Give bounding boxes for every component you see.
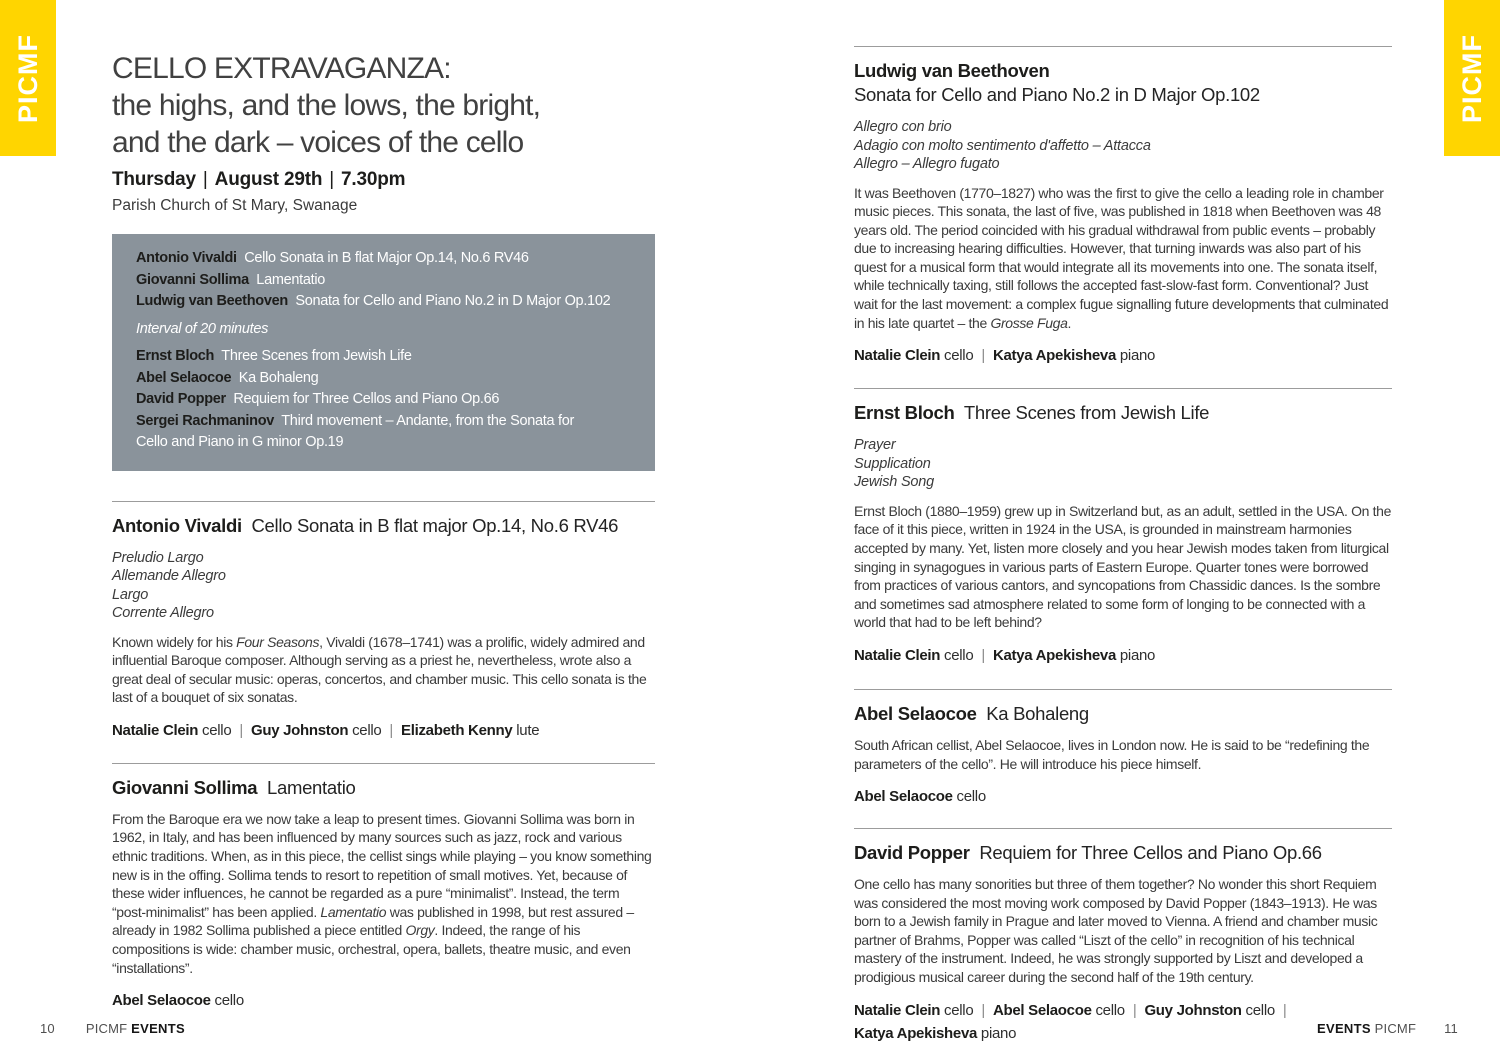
text-run: | xyxy=(981,646,985,664)
text-run: lute xyxy=(512,721,540,739)
brand-tab-left xyxy=(0,0,56,156)
text-run: Abel Selaocoe xyxy=(112,992,211,1010)
text-run: Orgy xyxy=(405,922,435,939)
text-run: piano xyxy=(1116,347,1156,365)
interval-note: Interval of 20 minutes xyxy=(136,320,269,337)
text-run: Ka Bohaleng xyxy=(976,702,1089,724)
text-run: cello xyxy=(210,992,244,1010)
piece-subtitle: Sonata for Cello and Piano No.2 in D Major Op.102 xyxy=(854,84,1260,105)
text-run: cello xyxy=(940,347,974,365)
text-run: cello xyxy=(952,788,986,806)
text-run: cello xyxy=(940,1001,974,1019)
programme-line xyxy=(136,248,631,270)
programme-box xyxy=(112,234,655,471)
text-run: Grosse Fuga xyxy=(990,314,1068,331)
programme-line xyxy=(136,291,631,313)
text-run: Sergei Rachmaninov xyxy=(136,412,275,429)
text-run: Abel Selaocoe xyxy=(136,369,232,386)
text-run: Giovanni Sollima xyxy=(112,776,258,798)
text-line: Jewish Song xyxy=(854,474,935,491)
performers-line xyxy=(112,989,655,1012)
footer-events-label: EVENTS xyxy=(131,1021,185,1036)
text-run: Ludwig van Beethoven xyxy=(136,293,288,309)
text-run: | xyxy=(1132,1001,1137,1019)
piece-section-selaocoe xyxy=(854,689,1392,808)
footer-right xyxy=(1317,1021,1458,1036)
footer-left xyxy=(40,1021,185,1036)
text-run: One cello has many sonorities but three of them together? No wonder this short Requiem was considered the most moving work composed by David Popper (1843–1913). He was born to a Jewish family in Prague and later moved to Vienna. A friend and chamber music partner of Brahms, Popper was called “Liszt of the cello” in recognition of his technical mastery of the instrument. Indeed, he was strongly supported by Liszt and developed a prodigious musical career during the second half of the 19th century. xyxy=(854,876,1378,986)
text-line: Corrente Allegro xyxy=(112,605,214,621)
text-run: piano xyxy=(977,1024,1017,1042)
text-run: Requiem for Three Cellos and Piano Op.66 xyxy=(225,391,500,407)
text-run: Third movement – Andante, from the Sonata for xyxy=(274,412,575,429)
text-run: Cello and Piano in G minor Op.19 xyxy=(136,434,344,450)
text-run: Cello Sonata in B flat Major Op.14, No.6 RV46 xyxy=(236,250,529,266)
piece-section-sollima xyxy=(112,763,655,1012)
movements-list xyxy=(854,118,1392,174)
text-run: was published in 1998, but rest assured – already in 1982 Sollima published a piece entitled xyxy=(112,903,634,939)
text-run: Katya Apekisheva xyxy=(992,347,1117,365)
movements-list xyxy=(854,436,1392,492)
text-line: CELLO EXTRAVAGANZA: xyxy=(112,52,451,85)
brand-tab-right xyxy=(1444,0,1500,156)
section-divider xyxy=(854,828,1392,829)
page-number-right: 11 xyxy=(1444,1021,1458,1036)
section-divider xyxy=(854,46,1392,47)
piece-description xyxy=(854,875,1392,987)
piece-heading xyxy=(854,841,1392,865)
text-run: cello xyxy=(348,721,382,739)
programme-line xyxy=(136,270,631,292)
piece-section-beethoven xyxy=(854,46,1392,367)
text-line: Supplication xyxy=(854,455,931,472)
text-run: Lamentatio xyxy=(320,903,387,920)
right-column xyxy=(854,0,1392,1045)
text-line: Allemande Allegro xyxy=(112,568,226,584)
piece-heading xyxy=(112,514,655,538)
event-venue: Parish Church of St Mary, Swanage xyxy=(112,197,358,214)
text-run: | xyxy=(239,721,243,739)
footer-events-label: EVENTS xyxy=(1317,1021,1371,1036)
programme-line xyxy=(136,346,631,368)
text-run: Ernst Bloch (1880–1959) grew up in Switzerland but, as an adult, settled in the USA. On the face of it this piece, written in 1924 in the USA, is grounded in mainstream harmonies accepted by many. Yet, listen more closely and you hear Jewish modes taken from liturgical singing in synagogues in various parts of Eastern Europe. Quarter tones were borrowed from practices of various cantors, and syncopations from Chassidic dances. Is the sombre and sometimes sad atmosphere related to some form of longing to be connected with a world that had to be left behind? xyxy=(854,502,1392,631)
piece-description xyxy=(112,633,655,707)
text-line: Prayer xyxy=(854,437,896,454)
text-run: Ludwig van Beethoven xyxy=(854,60,1050,81)
text-run: Thursday xyxy=(112,169,196,190)
text-line: Allegro con brio xyxy=(854,119,952,135)
text-line: Adagio con molto sentimento d'affetto – Attacca xyxy=(854,137,1151,154)
text-run: South African cellist, Abel Selaocoe, lives in London now. He is said to be “redefining the parameters of the cello”. He will introduce his piece himself. xyxy=(854,736,1370,772)
piece-description xyxy=(112,810,655,977)
section-divider xyxy=(112,763,655,764)
text-run: Cello Sonata in B flat major Op.14, No.6 RV46 xyxy=(241,514,619,536)
brand-label: PICMF xyxy=(1456,33,1487,123)
text-run: cello xyxy=(1091,1001,1125,1019)
text-run: Abel Selaocoe xyxy=(992,1001,1092,1019)
text-run: Antonio Vivaldi xyxy=(136,250,237,266)
text-run: Natalie Clein xyxy=(112,721,199,739)
text-run: cello xyxy=(198,721,232,739)
brand-label: PICMF xyxy=(12,33,43,123)
text-run: August 29th xyxy=(214,169,323,190)
text-run: . Indeed, the range of his compositions is wide: chamber music, orchestral, opera, ballets, theatre music, and even “installations”. xyxy=(112,922,631,976)
programme-line xyxy=(136,411,631,454)
text-line: Allegro – Allegro fugato xyxy=(854,156,1000,172)
text-run: Guy Johnston xyxy=(1144,1001,1242,1019)
text-run: Natalie Clein xyxy=(854,1001,941,1019)
event-title xyxy=(112,0,655,161)
text-line: Preludio Largo xyxy=(112,549,204,566)
text-run: Ernst Bloch xyxy=(136,348,215,364)
text-run: Antonio Vivaldi xyxy=(112,514,242,536)
text-run: Abel Selaocoe xyxy=(854,702,977,724)
text-run: David Popper xyxy=(136,391,226,407)
text-line: and the dark – voices of the cello xyxy=(112,126,524,159)
performers-line xyxy=(854,344,1392,367)
text-run: Lamentatio xyxy=(257,776,356,798)
text-run: Natalie Clein xyxy=(854,347,941,365)
performers-line xyxy=(854,999,1392,1045)
text-run: Four Seasons xyxy=(236,633,320,650)
text-run: David Popper xyxy=(854,842,970,864)
text-run: | xyxy=(981,347,985,365)
piece-heading xyxy=(854,401,1392,425)
text-run: , Vivaldi (1678–1741) was a prolific, widely admired and influential Baroque composer. Although serving as a priest he, nevertheless, wrote also a great deal of secular music: operas, concertos, and chamber music. This cello sonata is the last of a bouquet of six sonatas. xyxy=(112,633,647,706)
text-run: Lamentatio xyxy=(248,271,326,288)
piece-description xyxy=(854,736,1392,773)
text-run: | xyxy=(981,1001,985,1019)
event-datetime xyxy=(112,168,655,192)
text-run: Three Scenes from Jewish Life xyxy=(954,402,1210,424)
left-column xyxy=(112,0,655,1012)
text-run: Guy Johnston xyxy=(250,721,349,739)
performers-line xyxy=(854,644,1392,667)
text-run: Katya Apekisheva xyxy=(992,646,1117,664)
text-run: piano xyxy=(1116,646,1156,664)
text-run: It was Beethoven (1770–1827) who was the first to give the cello a leading role in chamber music pieces. This sonata, the last of five, was published in 1818 when Beethoven was 48 years old. The period coincided with his gradual withdrawal from public events – probably due to increasing hearing difficulties. However, that turning inwards was also part of his quest for a musical form that would integrate all its movements into one. The sonata itself, while technically taxing, still follows the accepted fast-slow-fast form. Conventional? Just wait for the last movement: a complex fugue signalling future developments that culminated in his late quartet – the xyxy=(854,184,1389,331)
text-run: | xyxy=(202,169,208,190)
text-run: cello xyxy=(940,646,974,664)
piece-section-vivaldi xyxy=(112,501,655,742)
text-run: Abel Selaocoe xyxy=(854,788,953,806)
programme-line xyxy=(136,389,631,411)
piece-heading xyxy=(854,702,1392,726)
piece-heading xyxy=(854,59,1392,83)
text-line: the highs, and the lows, the bright, xyxy=(112,89,541,122)
text-run: Katya Apekisheva xyxy=(854,1024,978,1042)
piece-section-popper xyxy=(854,828,1392,1045)
performers-line xyxy=(854,785,1392,808)
text-run: Ernst Bloch xyxy=(854,402,955,424)
text-line: Largo xyxy=(112,586,149,603)
section-divider xyxy=(112,501,655,502)
text-run: Elizabeth Kenny xyxy=(401,721,513,739)
piece-description xyxy=(854,502,1392,632)
page-number-left: 10 xyxy=(40,1021,55,1036)
text-run: From the Baroque era we now take a leap to present times. Giovanni Sollima was born in 1962, in Italy, and has been influenced by many sources such as jazz, rock and various ethnic traditions. When, as in this piece, the cellist sings while playing – you know something new is in the offing. Sollima tends to resort to repetition of small motives. Yet, because of these wider influences, he cannot be regarded as a pure “minimalist”. Instead, the term “post-minimalist” has been applied. xyxy=(112,810,652,920)
text-run: Sonata for Cello and Piano No.2 in D Major Op.102 xyxy=(287,293,611,309)
text-run: Three Scenes from Jewish Life xyxy=(214,348,412,364)
text-run: Natalie Clein xyxy=(854,646,941,664)
text-run: Giovanni Sollima xyxy=(136,271,249,288)
section-divider xyxy=(854,689,1392,690)
footer-brand: PICMF xyxy=(1374,1021,1417,1036)
text-run: cello xyxy=(1241,1001,1275,1019)
text-run: 7.30pm xyxy=(341,169,406,190)
piece-description xyxy=(854,184,1392,333)
text-run: | xyxy=(329,169,335,190)
piece-section-bloch xyxy=(854,388,1392,667)
programme-line xyxy=(136,368,631,390)
section-divider xyxy=(854,388,1392,389)
text-run: . xyxy=(1067,314,1072,331)
text-run: Ka Bohaleng xyxy=(231,369,319,386)
footer-brand: PICMF xyxy=(85,1021,128,1036)
performers-line xyxy=(112,719,655,742)
text-run: Known widely for his xyxy=(112,633,237,650)
text-run: | xyxy=(1282,1001,1287,1019)
text-run: | xyxy=(389,721,394,739)
movements-list xyxy=(112,549,655,623)
piece-heading xyxy=(112,776,655,800)
text-run: Requiem for Three Cellos and Piano Op.66 xyxy=(969,842,1322,864)
